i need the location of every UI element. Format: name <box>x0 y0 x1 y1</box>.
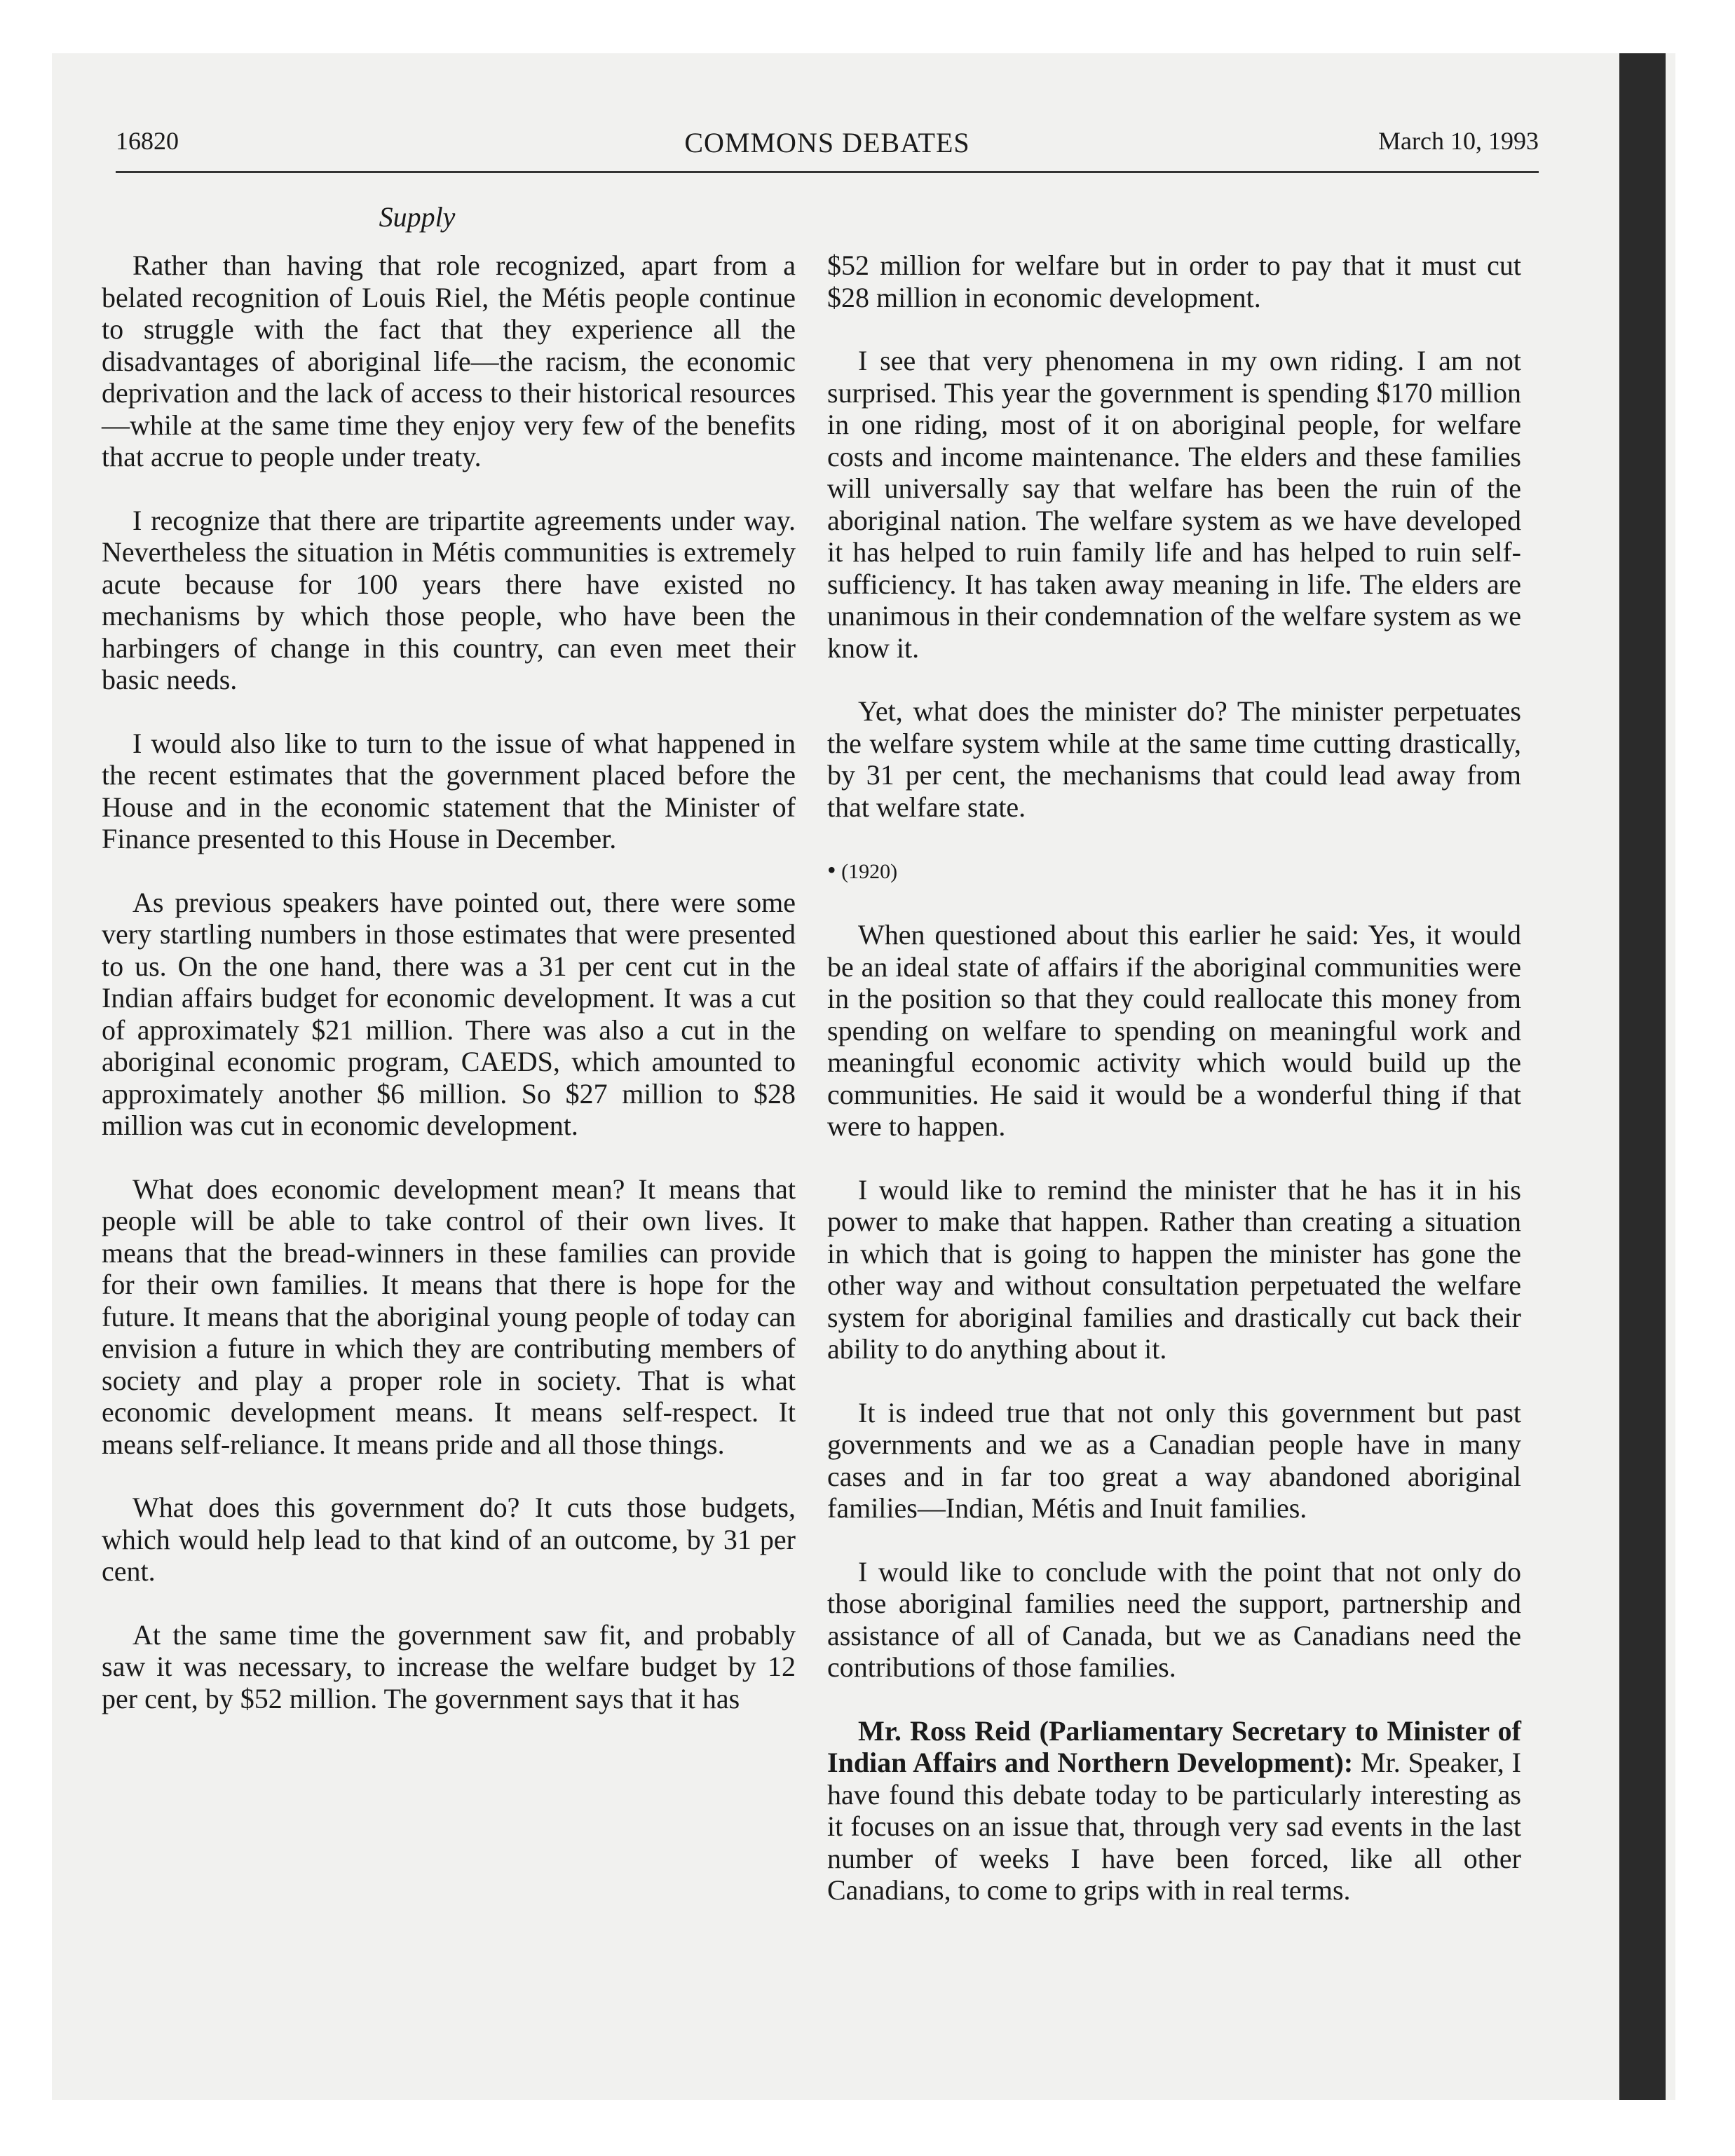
page-header <box>116 125 1539 173</box>
page-number: 16820 <box>116 127 179 155</box>
time-marker <box>827 854 1521 887</box>
speech-paragraph <box>827 1715 1521 1906</box>
paragraph: What does this government do? It cuts those budgets, which would help lead to that kind of an outcome, by 31 per cent. <box>102 1492 796 1587</box>
speaker-name: Mr. Ross Reid (Parliamentary Secretary to Minister of Indian Affairs and Northern Development): <box>827 1714 1521 1778</box>
section-heading: Supply <box>379 201 456 233</box>
paragraph: Rather than having that role recognized, apart from a belated recognition of Louis Riel, the Métis people continue to struggle with the fact that they experience all the disadvantages of aboriginal life—the racism, the economic deprivation and the lack of access to their historical resources—while at the same time they enjoy very few of the benefits that accrue to people under treaty. <box>102 250 796 472</box>
speech-text: Mr. Speaker, I have found this debate today to be particularly interesting as it focuses on an issue that, through very sad events in the last number of weeks I have been forced, like all other Canadians, to come to grips with in real terms. <box>827 1747 1521 1906</box>
paragraph: As previous speakers have pointed out, there were some very startling numbers in those estimates that were presented to us. On the one hand, there was a 31 per cent cut in the Indian affairs budget for economic development. It was a cut of approximately $21 million. There was also a cut in the aboriginal economic program, CAEDS, which amounted to approximately another $6 million. So $27 million to $28 million was cut in economic development. <box>102 886 796 1141</box>
paragraph: I recognize that there are tripartite agreements under way. Nevertheless the situation in Métis communities is extremely acute because for 100 years there have existed no mechanisms by which those people, who have been the harbingers of change in this country, can even meet their basic needs. <box>102 504 796 695</box>
paragraph: I see that very phenomena in my own riding. I am not surprised. This year the government is spending $170 million in one riding, most of it on aboriginal people, for welfare costs and income maintenance. The elders and these families will universally say that welfare has been the ruin of the aboriginal nation. The welfare system as we have developed it has helped to ruin family life and has helped to ruin self-sufficiency. It has taken away meaning in life. The elders are unanimous in their condemnation of the welfare system as we know it. <box>827 345 1521 664</box>
bullet-icon: • <box>827 856 836 884</box>
paragraph: I would like to remind the minister that he has it in his power to make that happen. Rather than creating a situation in which that is going to happen the minister has gone the other way and without consultation perpetuated the welfare system for aboriginal families and drastically cut back their ability to do anything about it. <box>827 1173 1521 1365</box>
paragraph: What does economic development mean? It means that people will be able to take control of their own lives. It means that the bread-winners in these families can provide for their own families. It means that there is hope for the future. It means that the aboriginal young people of today can envision a future in which they are contributing members of society and play a proper role in society. That is what economic development means. It means self-respect. It means self-reliance. It means pride and all those things. <box>102 1173 796 1460</box>
page-date: March 10, 1993 <box>1378 127 1539 155</box>
scan-edge-bar <box>1619 53 1666 2100</box>
paragraph: I would also like to turn to the issue of what happened in the recent estimates that the government placed before the House and in the economic statement that the Minister of Finance presented to this House in December. <box>102 727 796 854</box>
paragraph: It is indeed true that not only this government but past governments and we as a Canadian people have in many cases and in far too great a way abandoned aboriginal families—Indian, Métis and Inuit families. <box>827 1396 1521 1524</box>
journal-title: COMMONS DEBATES <box>684 127 970 158</box>
paragraph: At the same time the government saw fit, and probably saw it was necessary, to increase the welfare budget by 12 per cent, by $52 million. The government says that it has <box>102 1618 796 1714</box>
paragraph: When questioned about this earlier he said: Yes, it would be an ideal state of affairs if the aboriginal communities were in the position so that they could reallocate this money from spending on welfare to spending on meaningful work and meaningful economic activity which would build up the communities. He said it would be a wonderful thing if that were to happen. <box>827 919 1521 1142</box>
paragraph: I would like to conclude with the point that not only do those aboriginal families need the support, partnership and assistance of all of Canada, but we as Canadians need the contributions of those families. <box>827 1555 1521 1683</box>
paragraph: $52 million for welfare but in order to pay that it must cut $28 million in economic development. <box>827 250 1521 313</box>
paragraph: Yet, what does the minister do? The minister perpetuates the welfare system while at the same time cutting drastically, by 31 per cent, the mechanisms that could lead away from that welfare state. <box>827 695 1521 823</box>
left-column <box>102 250 796 1746</box>
time-marker-text: (1920) <box>841 860 898 883</box>
right-column <box>827 250 1521 1938</box>
